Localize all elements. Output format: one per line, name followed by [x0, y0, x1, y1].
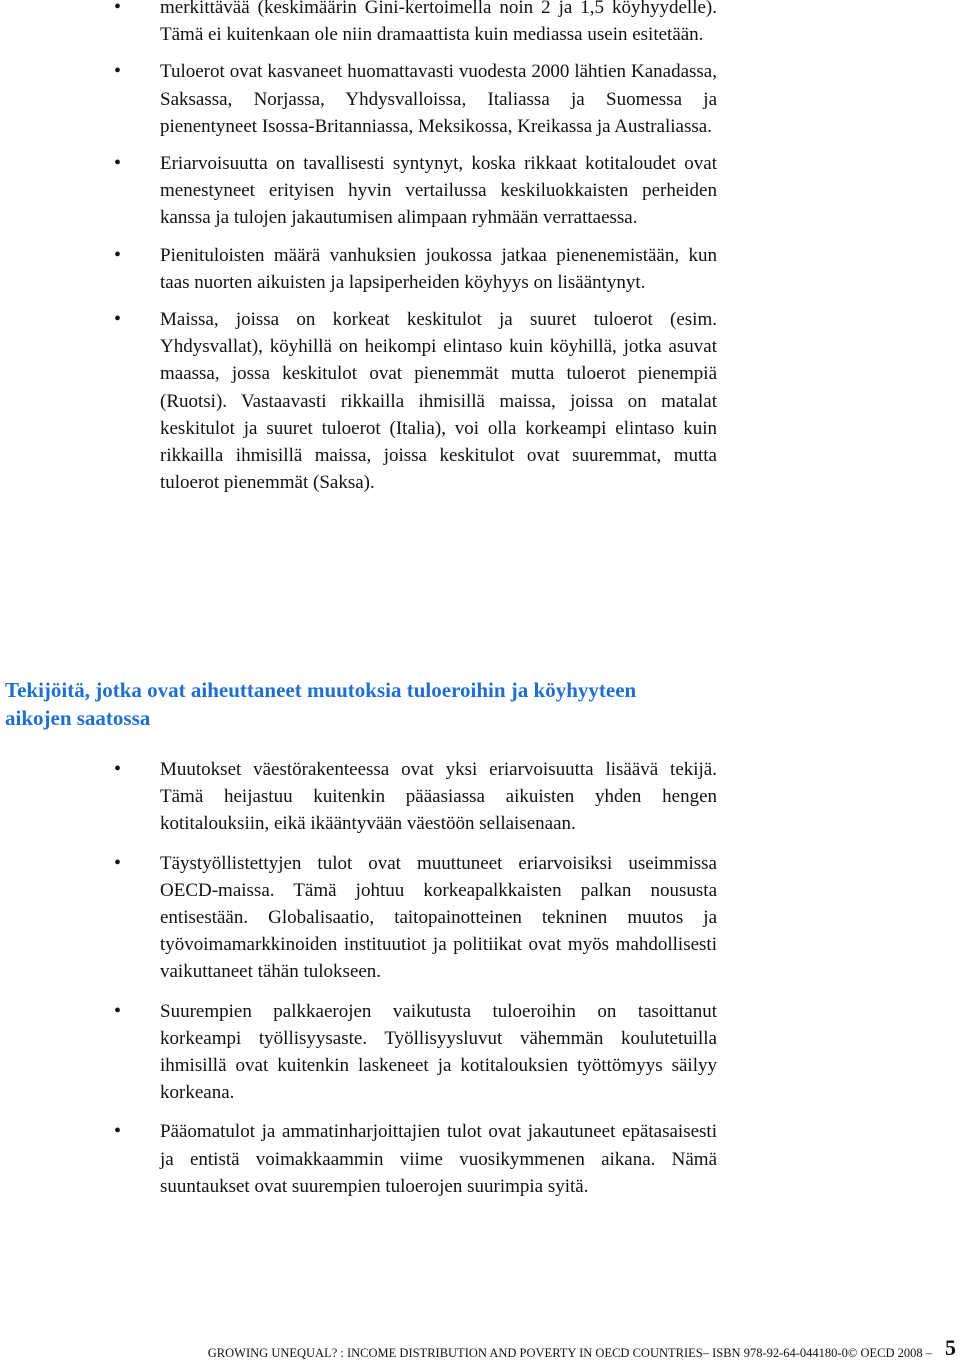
list-item-text: Tuloerot ovat kasvaneet huomattavasti vuodesta 2000 lähtien Kanadassa, Saksassa, Norjassa, Yhdysvalloissa, Italiassa ja Suomessa ja pienentyneet Isossa-Britanniassa, Meksikossa, Kreikassa ja Australiassa. — [160, 61, 717, 137]
bullet-icon: • — [114, 758, 122, 780]
section-heading: Tekijöitä, jotka ovat aiheuttaneet muutoksia tuloeroihin ja köyhyyteen aikojen saatossa — [5, 678, 637, 730]
list-item-text: Suurempien palkkaerojen vaikutusta tuloeroihin on tasoittanut korkeampi työllisyysaste. Työllisyysluvut vähemmän koulutetuilla ihmisillä ovat kuitenkin laskeneet ja kotitalouksien työttömyys säilyy korkeana. — [160, 1000, 717, 1104]
list-item — [0, 150, 717, 232]
list-item-text: Täystyöllistettyjen tulot ovat muuttuneet eriarvoisiksi useimmissa OECD-maissa. Tämä johtuu korkeapalkkaisten palkan noususta entisestään. Globalisaatio, taitopainotteinen tekninen muutos ja työvoimamarkkinoiden instituutiot ja politiikat ovat myös mahdollisesti vaikuttaneet tähän tulokseen. — [160, 852, 717, 983]
bullet-list-bottom — [0, 756, 717, 1212]
list-item — [0, 306, 717, 496]
page-footer — [0, 1336, 960, 1360]
bullet-icon: • — [114, 152, 122, 175]
bullet-icon: • — [114, 308, 122, 331]
list-item — [0, 1118, 717, 1200]
list-item-text: Muutokset väestörakenteessa ovat yksi eriarvoisuutta lisäävä tekijä. Tämä heijastuu kuitenkin pääasiassa aikuisten yhden hengen kotitalouksiin, eikä ikääntyvään väestöön sellaisenaan. — [160, 759, 717, 835]
footer-citation: GROWING UNEQUAL? : INCOME DISTRIBUTION AND POVERTY IN OECD COUNTRIES– ISBN 978-92-64-044180-0© OECD 2008 – — [207, 1346, 932, 1360]
list-item — [0, 756, 717, 838]
list-item — [0, 242, 717, 296]
list-item — [0, 850, 717, 986]
page-number: 5 — [945, 1335, 956, 1360]
list-item-text: merkittävää (keskimäärin Gini-kertoimella noin 2 ja 1,5 köyhyydelle). Tämä ei kuitenkaan ole niin dramaattista kuin mediassa usein esitetään. — [160, 0, 717, 46]
list-item-text: Pääomatulot ja ammatinharjoittajien tulot ovat jakautuneet epätasaisesti ja entistä voimakkaammin viime vuosikymmenen aikana. Nämä suuntaukset ovat suurempien tuloerojen suurimpia syitä. — [160, 1121, 717, 1197]
bullet-icon: • — [114, 999, 122, 1022]
list-item-text: Pienituloisten määrä vanhuksien joukossa jatkaa pienenemistään, kun taas nuorten aikuisten ja lapsiperheiden köyhyys on lisääntynyt. — [160, 244, 717, 293]
bullet-icon: • — [114, 0, 122, 18]
list-item — [0, 998, 717, 1107]
list-item — [0, 0, 717, 48]
bullet-icon: • — [114, 60, 122, 83]
list-item-text: Maissa, joissa on korkeat keskitulot ja suuret tuloerot (esim. Yhdysvallat), köyhillä on heikompi elintaso kuin köyhillä, jotka asuvat maassa, jossa keskitulot ovat pienemmät mutta tuloerot pienempiä (Ruotsi). Vastaavasti rikkailla ihmisillä maissa, joissa on matalat keskitulot ja suuret tuloerot (Italia), voi olla korkeampi elintaso kuin rikkailla ihmisillä maissa, joissa keskitulot ovat suuremmat, mutta tuloerot pienemmät (Saksa). — [160, 309, 717, 494]
list-item — [0, 58, 717, 140]
bullet-icon: • — [114, 243, 122, 266]
bullet-icon: • — [114, 1120, 122, 1143]
bullet-icon: • — [114, 851, 122, 874]
list-item-text: Eriarvoisuutta on tavallisesti syntynyt, koska rikkaat kotitaloudet ovat menestyneet erityisen hyvin vertailussa keskiluokkaisten perheiden kanssa ja tulojen jakautumisen alimpaan ryhmään verrattaessa. — [160, 153, 717, 229]
bullet-list-top — [0, 0, 717, 496]
